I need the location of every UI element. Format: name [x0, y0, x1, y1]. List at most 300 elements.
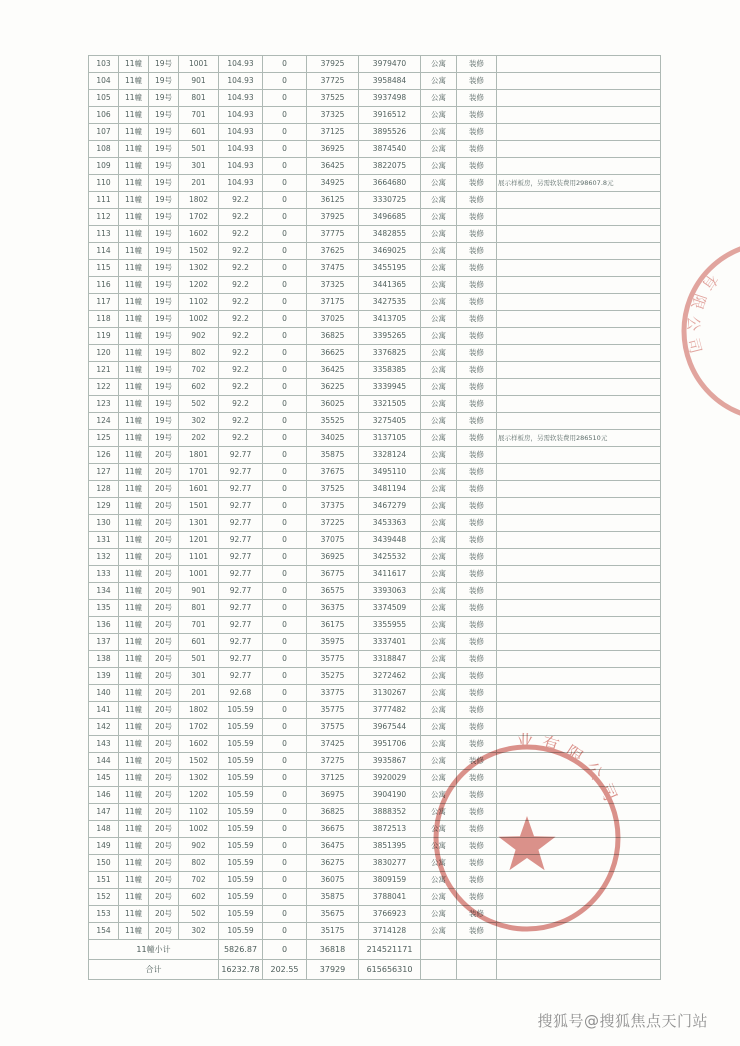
unit-price: 36275: [307, 855, 359, 872]
decoration: 装修: [457, 855, 497, 872]
decoration: 装修: [457, 362, 497, 379]
area: 105.59: [219, 753, 263, 770]
total-price: 3714128: [359, 923, 421, 940]
usage: 公寓: [421, 209, 457, 226]
decoration: 装修: [457, 447, 497, 464]
row-number: 127: [89, 464, 119, 481]
table-row: [89, 668, 661, 685]
usage: 公寓: [421, 923, 457, 940]
total-price: 3413705: [359, 311, 421, 328]
room-number: 201: [179, 175, 219, 192]
area-sum: 5826.87: [219, 940, 263, 960]
area: 104.93: [219, 141, 263, 158]
sold-flag: 0: [263, 719, 307, 736]
building: 11幢: [119, 566, 149, 583]
building: 11幢: [119, 345, 149, 362]
decoration: 装修: [457, 464, 497, 481]
sold-flag: 0: [263, 600, 307, 617]
room-number: 901: [179, 73, 219, 90]
usage: 公寓: [421, 447, 457, 464]
row-number: 105: [89, 90, 119, 107]
unit-price: 36425: [307, 158, 359, 175]
row-number: 151: [89, 872, 119, 889]
decoration: 装修: [457, 889, 497, 906]
total-price: 3137105: [359, 430, 421, 447]
room-number: 301: [179, 668, 219, 685]
remark: [497, 481, 661, 498]
room-number: 502: [179, 396, 219, 413]
row-number: 126: [89, 447, 119, 464]
sold-flag: 0: [263, 855, 307, 872]
remark: [497, 549, 661, 566]
unit: 19号: [149, 396, 179, 413]
unit-price: 36025: [307, 396, 359, 413]
sold-flag: 0: [263, 872, 307, 889]
remark: [497, 413, 661, 430]
area: 92.2: [219, 396, 263, 413]
row-number: 125: [89, 430, 119, 447]
total-price: 3496685: [359, 209, 421, 226]
table-row: [89, 430, 661, 447]
unit: 20号: [149, 447, 179, 464]
building: 11幢: [119, 719, 149, 736]
sold-flag: 0: [263, 73, 307, 90]
building: 11幢: [119, 481, 149, 498]
total-price: 3376825: [359, 345, 421, 362]
room-number: 1202: [179, 787, 219, 804]
area: 92.77: [219, 634, 263, 651]
remark: [497, 379, 661, 396]
sold-flag: 0: [263, 124, 307, 141]
usage: 公寓: [421, 532, 457, 549]
building: 11幢: [119, 855, 149, 872]
remark: [497, 889, 661, 906]
usage: 公寓: [421, 481, 457, 498]
total-price: 3339945: [359, 379, 421, 396]
row-number: 123: [89, 396, 119, 413]
remark: [497, 736, 661, 753]
total-price: 3979470: [359, 56, 421, 73]
unit-price: 37125: [307, 770, 359, 787]
sold-flag: 0: [263, 481, 307, 498]
room-number: 1002: [179, 311, 219, 328]
table-row: [89, 277, 661, 294]
sold-flag: 0: [263, 464, 307, 481]
usage: 公寓: [421, 73, 457, 90]
red-stamp-right: [684, 243, 740, 419]
unit-price: 36125: [307, 192, 359, 209]
remark: 展示样板房，另需软装费用298607.8元: [497, 175, 661, 192]
room-number: 1801: [179, 447, 219, 464]
room-number: 701: [179, 107, 219, 124]
room-number: 701: [179, 617, 219, 634]
usage: 公寓: [421, 362, 457, 379]
sold-flag: 0: [263, 294, 307, 311]
area: 105.59: [219, 889, 263, 906]
room-number: 702: [179, 362, 219, 379]
sold-flag: 0: [263, 379, 307, 396]
unit-price: 35775: [307, 702, 359, 719]
usage: 公寓: [421, 192, 457, 209]
total-price: 3455195: [359, 260, 421, 277]
usage: 公寓: [421, 821, 457, 838]
usage: 公寓: [421, 566, 457, 583]
table-row: [89, 396, 661, 413]
room-number: 302: [179, 413, 219, 430]
unit: 20号: [149, 532, 179, 549]
remark: [497, 753, 661, 770]
decoration: 装修: [457, 600, 497, 617]
building: 11幢: [119, 294, 149, 311]
decoration: 装修: [457, 209, 497, 226]
sold-flag: 0: [263, 532, 307, 549]
row-number: 129: [89, 498, 119, 515]
sold-flag: 0: [263, 328, 307, 345]
building: 11幢: [119, 124, 149, 141]
usage: 公寓: [421, 345, 457, 362]
table-row: [89, 192, 661, 209]
area: 92.77: [219, 668, 263, 685]
unit: 19号: [149, 175, 179, 192]
room-number: 702: [179, 872, 219, 889]
usage: 公寓: [421, 56, 457, 73]
remark: [497, 328, 661, 345]
table-row: [89, 481, 661, 498]
sold-flag: 0: [263, 209, 307, 226]
total-price: 3874540: [359, 141, 421, 158]
row-number: 147: [89, 804, 119, 821]
total-price: 3469025: [359, 243, 421, 260]
unit-price: 37525: [307, 481, 359, 498]
unit: 20号: [149, 566, 179, 583]
empty-cell: [497, 940, 661, 960]
remark: [497, 583, 661, 600]
row-number: 116: [89, 277, 119, 294]
table-row: [89, 770, 661, 787]
remark: [497, 158, 661, 175]
unit-price: 35975: [307, 634, 359, 651]
empty-cell: [421, 940, 457, 960]
total-price: 3330725: [359, 192, 421, 209]
stamp-arc-text: 业有限公司: [516, 731, 623, 811]
usage: 公寓: [421, 226, 457, 243]
total-price: 3275405: [359, 413, 421, 430]
total-price: 3809159: [359, 872, 421, 889]
unit-price: 36775: [307, 566, 359, 583]
unit-price: 37775: [307, 226, 359, 243]
usage: 公寓: [421, 141, 457, 158]
room-number: 801: [179, 600, 219, 617]
usage: 公寓: [421, 311, 457, 328]
building: 11幢: [119, 600, 149, 617]
stamp-arc-text: 有限公司: [683, 270, 722, 365]
remark: [497, 294, 661, 311]
sold-flag: 0: [263, 430, 307, 447]
table-row: [89, 175, 661, 192]
remark: [497, 209, 661, 226]
decoration: 装修: [457, 872, 497, 889]
unit: 20号: [149, 617, 179, 634]
room-number: 1501: [179, 498, 219, 515]
area: 105.59: [219, 855, 263, 872]
area: 104.93: [219, 73, 263, 90]
area: 92.77: [219, 447, 263, 464]
remark: [497, 634, 661, 651]
area: 92.77: [219, 617, 263, 634]
total-sum: 214521171: [359, 940, 421, 960]
total-price: 3482855: [359, 226, 421, 243]
grand-total-row: [89, 960, 661, 980]
table-row: [89, 838, 661, 855]
total-price: 3788041: [359, 889, 421, 906]
unit: 20号: [149, 481, 179, 498]
unit-price: 35775: [307, 651, 359, 668]
area: 104.93: [219, 56, 263, 73]
row-number: 141: [89, 702, 119, 719]
total-price: 3935867: [359, 753, 421, 770]
subtotal-row: [89, 940, 661, 960]
building: 11幢: [119, 549, 149, 566]
building: 11幢: [119, 379, 149, 396]
unit: 20号: [149, 583, 179, 600]
building: 11幢: [119, 362, 149, 379]
row-number: 139: [89, 668, 119, 685]
usage: 公寓: [421, 107, 457, 124]
decoration: 装修: [457, 549, 497, 566]
row-number: 103: [89, 56, 119, 73]
decoration: 装修: [457, 651, 497, 668]
unit: 20号: [149, 668, 179, 685]
building: 11幢: [119, 447, 149, 464]
unit: 19号: [149, 192, 179, 209]
room-number: 1802: [179, 192, 219, 209]
table-row: [89, 90, 661, 107]
usage: 公寓: [421, 498, 457, 515]
row-number: 130: [89, 515, 119, 532]
unit-price: 37325: [307, 107, 359, 124]
area: 104.93: [219, 124, 263, 141]
sold-flag: 0: [263, 192, 307, 209]
total-price: 3441365: [359, 277, 421, 294]
remark: [497, 702, 661, 719]
table-row: [89, 362, 661, 379]
unit: 19号: [149, 158, 179, 175]
unit-price: 36075: [307, 872, 359, 889]
area: 92.77: [219, 651, 263, 668]
building: 11幢: [119, 260, 149, 277]
area: 104.93: [219, 107, 263, 124]
unit-price: 37175: [307, 294, 359, 311]
unit: 20号: [149, 600, 179, 617]
decoration: 装修: [457, 124, 497, 141]
total-price: 3411617: [359, 566, 421, 583]
decoration: 装修: [457, 702, 497, 719]
room-number: 902: [179, 328, 219, 345]
sold-flag: 0: [263, 787, 307, 804]
sold-flag: 0: [263, 821, 307, 838]
room-number: 1702: [179, 719, 219, 736]
room-number: 1001: [179, 566, 219, 583]
table-row: [89, 311, 661, 328]
unit: 20号: [149, 515, 179, 532]
unit-price: 35175: [307, 923, 359, 940]
table-row: [89, 209, 661, 226]
row-number: 150: [89, 855, 119, 872]
room-number: 902: [179, 838, 219, 855]
unit-price: 36675: [307, 821, 359, 838]
usage: 公寓: [421, 124, 457, 141]
sold-flag: 0: [263, 804, 307, 821]
sold-flag: 0: [263, 277, 307, 294]
usage: 公寓: [421, 906, 457, 923]
unit: 20号: [149, 702, 179, 719]
remark: [497, 277, 661, 294]
row-number: 107: [89, 124, 119, 141]
usage: 公寓: [421, 685, 457, 702]
table-row: [89, 141, 661, 158]
unit-price: 35525: [307, 413, 359, 430]
sold-flag: 0: [263, 634, 307, 651]
unit-price: 34925: [307, 175, 359, 192]
area: 92.77: [219, 515, 263, 532]
usage: 公寓: [421, 549, 457, 566]
decoration: 装修: [457, 566, 497, 583]
row-number: 132: [89, 549, 119, 566]
area: 92.77: [219, 566, 263, 583]
total-price: 3916512: [359, 107, 421, 124]
area: 92.77: [219, 464, 263, 481]
building: 11幢: [119, 56, 149, 73]
area: 92.2: [219, 328, 263, 345]
unit-price: 36575: [307, 583, 359, 600]
remark: [497, 107, 661, 124]
row-number: 148: [89, 821, 119, 838]
usage: 公寓: [421, 175, 457, 192]
decoration: 装修: [457, 260, 497, 277]
room-number: 1102: [179, 804, 219, 821]
building: 11幢: [119, 889, 149, 906]
sold-flag: 0: [263, 736, 307, 753]
decoration: 装修: [457, 226, 497, 243]
remark: [497, 396, 661, 413]
building: 11幢: [119, 838, 149, 855]
total-price: 3777482: [359, 702, 421, 719]
unit-price: 37725: [307, 73, 359, 90]
sold-flag: 0: [263, 685, 307, 702]
room-number: 1002: [179, 821, 219, 838]
sold-flag: 0: [263, 702, 307, 719]
room-number: 1201: [179, 532, 219, 549]
usage: 公寓: [421, 277, 457, 294]
area: 92.2: [219, 294, 263, 311]
price-table: [88, 55, 661, 980]
usage: 公寓: [421, 634, 457, 651]
table-row: [89, 56, 661, 73]
total-price: 3664680: [359, 175, 421, 192]
unit-price: 36975: [307, 787, 359, 804]
total-price: 3425532: [359, 549, 421, 566]
total-price: 3358385: [359, 362, 421, 379]
row-number: 108: [89, 141, 119, 158]
building: 11幢: [119, 770, 149, 787]
remark: [497, 838, 661, 855]
unit: 20号: [149, 804, 179, 821]
remark: [497, 821, 661, 838]
table-row: [89, 889, 661, 906]
table-row: [89, 685, 661, 702]
decoration: 装修: [457, 532, 497, 549]
total-price: 3895526: [359, 124, 421, 141]
unit-price: 36175: [307, 617, 359, 634]
empty-cell: [497, 960, 661, 980]
unit-price: 37575: [307, 719, 359, 736]
total-price: 3393063: [359, 583, 421, 600]
unit: 19号: [149, 277, 179, 294]
decoration: 装修: [457, 379, 497, 396]
total-price: 3967544: [359, 719, 421, 736]
row-number: 111: [89, 192, 119, 209]
sold-area: 202.55: [263, 960, 307, 980]
sold-flag: 0: [263, 158, 307, 175]
usage: 公寓: [421, 294, 457, 311]
table-row: [89, 532, 661, 549]
row-number: 143: [89, 736, 119, 753]
room-number: 1602: [179, 736, 219, 753]
sold-flag: 0: [263, 549, 307, 566]
sold-flag: 0: [263, 396, 307, 413]
row-number: 136: [89, 617, 119, 634]
total-price: 3951706: [359, 736, 421, 753]
row-number: 128: [89, 481, 119, 498]
area: 92.2: [219, 209, 263, 226]
decoration: 装修: [457, 277, 497, 294]
table-row: [89, 498, 661, 515]
usage: 公寓: [421, 600, 457, 617]
building: 11幢: [119, 498, 149, 515]
area: 92.77: [219, 600, 263, 617]
area: 105.59: [219, 821, 263, 838]
unit: 20号: [149, 736, 179, 753]
sold-flag: 0: [263, 889, 307, 906]
table-row: [89, 260, 661, 277]
decoration: 装修: [457, 90, 497, 107]
area: 104.93: [219, 175, 263, 192]
area: 105.59: [219, 702, 263, 719]
unit: 19号: [149, 294, 179, 311]
sold-flag: 0: [263, 362, 307, 379]
room-number: 602: [179, 379, 219, 396]
room-number: 1302: [179, 770, 219, 787]
unit-price: 37675: [307, 464, 359, 481]
building: 11幢: [119, 464, 149, 481]
usage: 公寓: [421, 328, 457, 345]
stamp-circle: [684, 243, 740, 419]
total-price: 3328124: [359, 447, 421, 464]
building: 11幢: [119, 651, 149, 668]
building: 11幢: [119, 787, 149, 804]
sold-flag: 0: [263, 175, 307, 192]
total-price: 3937498: [359, 90, 421, 107]
decoration: 装修: [457, 498, 497, 515]
total-price: 3130267: [359, 685, 421, 702]
usage: 公寓: [421, 736, 457, 753]
room-number: 201: [179, 685, 219, 702]
table-row: [89, 73, 661, 90]
summary-label: 11幢小计: [89, 940, 219, 960]
sold-flag: 0: [263, 668, 307, 685]
building: 11幢: [119, 277, 149, 294]
decoration: 装修: [457, 175, 497, 192]
